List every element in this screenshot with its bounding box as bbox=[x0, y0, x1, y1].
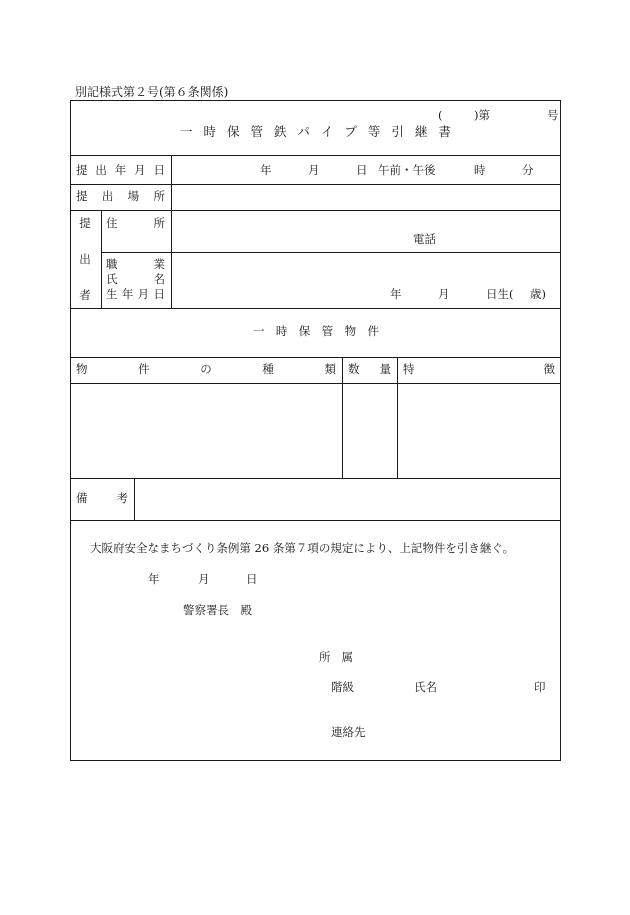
rule bbox=[101, 252, 561, 253]
submit-date-day: 日 bbox=[356, 163, 368, 177]
rule bbox=[70, 520, 561, 521]
date-month: 月 bbox=[198, 572, 210, 586]
name-label: 氏 名 bbox=[106, 272, 165, 286]
rule bbox=[101, 210, 102, 308]
seal-mark: 印 bbox=[534, 680, 546, 694]
submit-date-year: 年 bbox=[260, 163, 272, 177]
number-go: 号 bbox=[547, 108, 559, 122]
birth-day: 日生( bbox=[486, 287, 514, 301]
section-title: 一 時 保 管 物 件 bbox=[253, 324, 379, 338]
form-id: 別記様式第２号(第６条関係) bbox=[75, 85, 229, 99]
address-label: 住 所 bbox=[106, 216, 165, 230]
item-qty-header: 数 量 bbox=[348, 362, 391, 376]
rule bbox=[70, 184, 561, 185]
submit-date-ampm: 午前・午後 bbox=[378, 163, 436, 177]
rank-label: 階級 bbox=[331, 680, 354, 694]
affiliation-label: 所 属 bbox=[319, 650, 353, 664]
contact-label: 連絡先 bbox=[331, 725, 366, 739]
statement: 大阪府安全なまちづくり条例第 26 条第７項の規定により、上記物件を引き継ぐ。 bbox=[90, 541, 515, 555]
rule bbox=[70, 308, 561, 309]
document-title: 一 時 保 管 鉄 パ イ プ 等 引 継 書 bbox=[180, 124, 451, 139]
submit-place-label: 提 出 場 所 bbox=[76, 189, 165, 203]
date-year: 年 bbox=[148, 572, 160, 586]
rule bbox=[70, 478, 561, 479]
phone-label: 電話 bbox=[413, 232, 436, 246]
rule bbox=[397, 357, 398, 478]
submitter-label: 提 出 者 bbox=[79, 216, 91, 302]
birth-year: 年 bbox=[390, 287, 402, 301]
remarks-label: 備 考 bbox=[76, 491, 128, 505]
signer-name-label: 氏名 bbox=[414, 680, 437, 694]
item-kind-header: 物 件 の 種 類 bbox=[76, 362, 336, 376]
rule bbox=[171, 155, 172, 308]
number-paren-open: ( bbox=[438, 108, 443, 122]
rule bbox=[70, 155, 561, 156]
submit-date-label: 提 出 年 月 日 bbox=[76, 163, 165, 177]
birth-label: 生 年 月 日 bbox=[106, 287, 165, 301]
rule bbox=[70, 383, 561, 384]
submit-date-month: 月 bbox=[308, 163, 320, 177]
rule bbox=[342, 357, 343, 478]
age-label: 歳) bbox=[530, 287, 546, 301]
rule bbox=[70, 357, 561, 358]
rule bbox=[134, 478, 135, 520]
birth-month: 月 bbox=[438, 287, 450, 301]
number-paren-close: )第 bbox=[474, 108, 490, 122]
submit-date-hour: 時 bbox=[474, 163, 486, 177]
addressee: 警察署長 殿 bbox=[183, 603, 252, 617]
occupation-label: 職 業 bbox=[106, 257, 165, 271]
date-day: 日 bbox=[246, 572, 258, 586]
item-feature-header: 特 徴 bbox=[403, 362, 555, 376]
rule bbox=[70, 210, 561, 211]
submit-date-minute: 分 bbox=[522, 163, 534, 177]
